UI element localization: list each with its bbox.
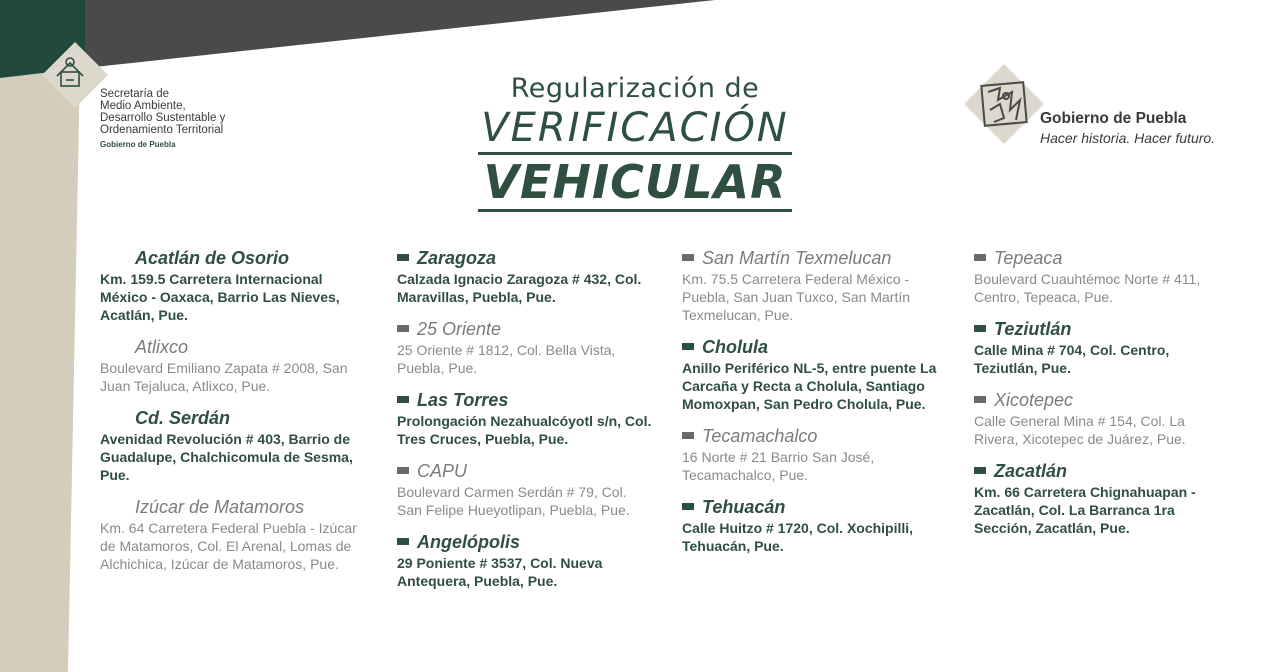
location-entry xyxy=(974,317,1232,377)
location-name-text: Teziutlán xyxy=(994,319,1072,339)
title-line-1: Regularización de xyxy=(510,73,760,104)
location-name xyxy=(974,459,1232,483)
location-entry xyxy=(397,246,655,306)
gray-banner xyxy=(85,0,715,68)
location-entry xyxy=(682,335,940,413)
location-name xyxy=(397,317,655,341)
secretaria-sub: Gobierno de Puebla xyxy=(100,140,176,149)
main-title xyxy=(470,72,800,214)
location-address: Prolongación Nezahualcóyotl s/n, Col. Tres Cruces, Puebla, Pue. xyxy=(397,413,652,447)
bullet-icon xyxy=(682,254,694,261)
location-address: Km. 64 Carretera Federal Puebla - Izúcar de Matamoros, Col. El Arenal, Lomas de Alchichica, Izúcar de Matamoros, Pue. xyxy=(100,520,357,572)
location-name-text: Acatlán de Osorio xyxy=(135,248,290,268)
bullet-icon xyxy=(682,432,694,439)
bullet-icon xyxy=(397,538,409,545)
location-name xyxy=(100,406,358,430)
location-name-text: Tepeaca xyxy=(994,248,1063,268)
secretaria-line: Medio Ambiente, xyxy=(100,100,186,112)
location-entry xyxy=(974,388,1232,448)
location-name-text: Cd. Serdán xyxy=(135,408,231,428)
location-name xyxy=(397,459,655,483)
location-name xyxy=(974,317,1232,341)
location-entry xyxy=(100,246,358,324)
location-name-text: CAPU xyxy=(417,461,468,481)
gobierno-name: Gobierno de Puebla xyxy=(1040,110,1187,127)
title-line-2: VERIFICACIÓN xyxy=(481,105,789,151)
location-name xyxy=(682,424,940,448)
location-entry xyxy=(974,246,1232,306)
location-address: 16 Norte # 21 Barrio San José, Tecamachalco, Pue. xyxy=(682,449,875,483)
location-name xyxy=(397,388,655,412)
bullet-icon xyxy=(397,396,409,403)
secretaria-text xyxy=(100,88,270,151)
location-entry xyxy=(397,459,655,519)
location-name-text: Xicotepec xyxy=(994,390,1074,410)
location-address: Anillo Periférico NL-5, entre puente La Carcaña y Recta a Cholula, Santiago Momoxpan, San Pedro Cholula, Pue. xyxy=(682,360,937,412)
location-name xyxy=(397,530,655,554)
bullet-icon xyxy=(682,343,694,350)
location-address: Boulevard Emiliano Zapata # 2008, San Juan Tejaluca, Atlixco, Pue. xyxy=(100,360,348,394)
location-address: Calle Huitzo # 1720, Col. Xochipilli, Tehuacán, Pue. xyxy=(682,520,914,554)
bullet-icon xyxy=(974,325,986,332)
location-name-text: Zacatlán xyxy=(994,461,1068,481)
bullet-icon xyxy=(397,467,409,474)
location-name xyxy=(397,246,655,270)
location-entry xyxy=(397,388,655,448)
location-address: 29 Poniente # 3537, Col. Nueva Antequera, Puebla, Pue. xyxy=(397,555,603,589)
gobierno-logo xyxy=(965,64,1245,144)
location-address: Boulevard Cuauhtémoc Norte # 411, Centro, Tepeaca, Pue. xyxy=(974,271,1201,305)
location-name-text: San Martín Texmelucan xyxy=(702,248,892,268)
location-entry xyxy=(682,424,940,484)
location-name-text: Cholula xyxy=(702,337,768,357)
column-1 xyxy=(100,246,358,584)
location-name xyxy=(974,388,1232,412)
location-address: 25 Oriente # 1812, Col. Bella Vista, Puebla, Pue. xyxy=(397,342,616,376)
location-entry xyxy=(100,495,358,573)
bullet-icon xyxy=(974,396,986,403)
location-name xyxy=(100,335,358,359)
location-address: Boulevard Carmen Serdán # 79, Col. San Felipe Hueyotlipan, Puebla, Pue. xyxy=(397,484,630,518)
secretaria-line: Desarrollo Sustentable y xyxy=(100,112,226,124)
location-entry xyxy=(397,317,655,377)
bullet-icon xyxy=(974,467,986,474)
location-name xyxy=(974,246,1232,270)
title-rule-bottom xyxy=(478,209,792,212)
bullet-icon xyxy=(397,254,409,261)
location-name-text: Las Torres xyxy=(417,390,509,410)
location-entry xyxy=(974,459,1232,537)
location-address: Calle General Mina # 154, Col. La Rivera, Xicotepec de Juárez, Pue. xyxy=(974,413,1186,447)
location-name xyxy=(682,495,940,519)
location-address: Km. 66 Carretera Chignahuapan - Zacatlán, Col. La Barranca 1ra Sección, Zacatlán, Pue. xyxy=(974,484,1196,536)
location-address: Calzada Ignacio Zaragoza # 432, Col. Maravillas, Puebla, Pue. xyxy=(397,271,642,305)
location-name-text: Tehuacán xyxy=(702,497,786,517)
location-entry xyxy=(682,495,940,555)
bullet-icon xyxy=(397,325,409,332)
location-name xyxy=(100,246,358,270)
location-address: Avenidad Revolución # 403, Barrio de Guadalupe, Chalchicomula de Sesma, Pue. xyxy=(100,431,353,483)
location-name-text: Atlixco xyxy=(135,337,189,357)
location-name-text: Izúcar de Matamoros xyxy=(135,497,305,517)
location-entry xyxy=(397,530,655,590)
location-name-text: Angelópolis xyxy=(417,532,520,552)
location-entry xyxy=(100,406,358,484)
location-name-text: Zaragoza xyxy=(417,248,497,268)
location-entry xyxy=(100,335,358,395)
location-name xyxy=(682,246,940,270)
gobierno-slogan: Hacer historia. Hacer futuro. xyxy=(1040,130,1216,146)
title-line-3: VEHICULAR xyxy=(483,155,787,209)
location-name-text: Tecamachalco xyxy=(702,426,818,446)
beige-stripe xyxy=(0,68,80,672)
location-address: Calle Mina # 704, Col. Centro, Teziutlán, Pue. xyxy=(974,342,1170,376)
location-name xyxy=(100,495,358,519)
location-entry xyxy=(682,246,940,324)
location-address: Km. 75.5 Carretera Federal México - Puebla, San Juan Tuxco, San Martín Texmelucan, Pue. xyxy=(682,271,911,323)
column-3 xyxy=(682,246,940,566)
bullet-icon xyxy=(682,503,694,510)
location-address: Km. 159.5 Carretera Internacional México - Oaxaca, Barrio Las Nieves, Acatlán, Pue. xyxy=(100,271,340,323)
column-2 xyxy=(397,246,655,601)
secretaria-line: Secretaría de xyxy=(100,88,170,100)
location-name-text: 25 Oriente xyxy=(417,319,502,339)
column-4 xyxy=(974,246,1232,548)
location-name xyxy=(682,335,940,359)
secretaria-line: Ordenamiento Territorial xyxy=(100,124,224,136)
bullet-icon xyxy=(974,254,986,261)
